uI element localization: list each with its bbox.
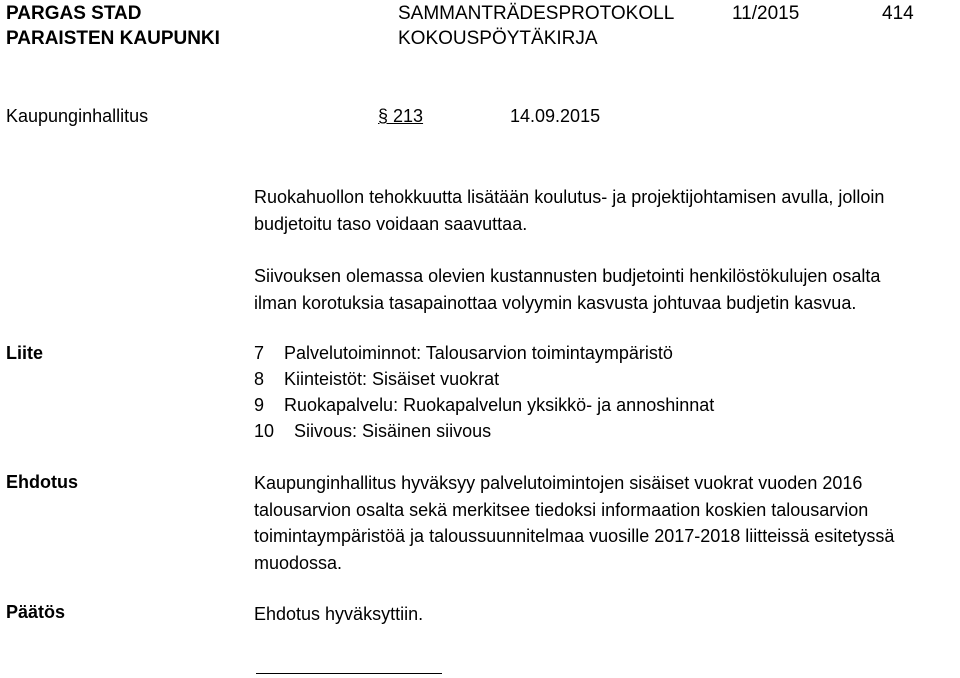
proposal-text [254,470,954,576]
proposal-line: talousarvion osalta sekä merkitsee tiedoksi informaation koskien talousarvion [254,499,869,520]
attachments-label: Liite [6,343,44,363]
attachment-number: 10 [254,421,275,441]
attachment-item [254,395,714,416]
paragraph-line: budjetoitu taso voidaan saavuttaa. [254,213,528,234]
issue-number: 11/2015 [732,3,800,24]
attachment-number: 9 [254,395,265,415]
org-name-fi: PARAISTEN KAUPUNKI [6,28,220,49]
proposal-line: toimintaympäristöä ja taloussuunnitelmaa vuosille 2017-2018 liitteissä esitetyssä [254,526,895,546]
proposal-line: Kaupunginhallitus hyväksyy palvelutoimintojen sisäiset vuokrat vuoden 2016 [254,473,863,493]
section-number-value: 213 [393,106,424,126]
decision-label: Päätös [6,602,66,622]
attachment-number: 8 [254,369,265,389]
proposal-line: muodossa. [254,552,343,573]
paragraph-line: Siivouksen olemassa olevien kustannusten budjetointi henkilöstökulujen osalta [254,266,881,286]
attachment-item [254,369,499,390]
doc-type-sv: SAMMANTRÄDESPROTOKOLL [398,3,675,24]
paragraph-line: Ruokahuollon tehokkuutta lisätään koulutus- ja projektijohtamisen avulla, jolloin [254,187,885,207]
meeting-date: 14.09.2015 [510,106,601,126]
attachment-item [254,421,491,442]
paragraph-1 [254,184,954,237]
attachment-item [254,343,673,364]
section-number: § 213 [378,106,424,126]
paragraph-2 [254,263,954,316]
org-name-sv: PARGAS STAD [6,3,142,24]
attachment-text: Kiinteistöt: Sisäiset vuokrat [284,369,500,389]
page-number: 414 [882,3,914,24]
attachment-text: Ruokapalvelu: Ruokapalvelun yksikkö- ja annoshinnat [284,395,715,415]
attachment-text: Siivous: Sisäinen siivous [294,421,492,441]
signature-line [256,673,442,674]
decision-text: Ehdotus hyväksyttiin. [254,604,424,624]
attachment-text: Palvelutoiminnot: Talousarvion toimintaympäristö [284,343,673,363]
paragraph-line: ilman korotuksia tasapainottaa volyymin kasvusta johtuvaa budjetin kasvua. [254,292,857,313]
doc-type-fi: KOKOUSPÖYTÄKIRJA [398,28,598,49]
proposal-label: Ehdotus [6,472,78,492]
attachment-number: 7 [254,343,265,363]
meeting-body: Kaupunginhallitus [6,106,149,126]
